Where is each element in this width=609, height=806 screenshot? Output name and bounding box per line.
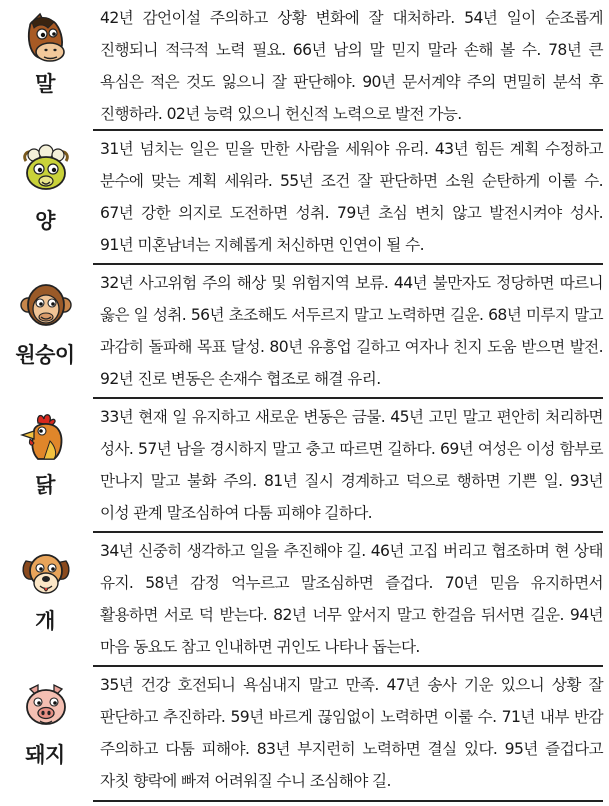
fortune-entry-dog bbox=[0, 533, 609, 665]
horse-icon bbox=[20, 12, 72, 64]
animal-name: 원숭이 bbox=[15, 343, 75, 367]
animal-column bbox=[0, 0, 90, 129]
fortune-entry-pig bbox=[0, 667, 609, 799]
fortune-entry-rooster bbox=[0, 399, 609, 531]
animal-column bbox=[0, 667, 90, 799]
fortune-text: 42년 감언이설 주의하고 상황 변화에 잘 대처하라. 54년 일이 순조롭게 진행되니 적극적 노력 필요. 66년 남의 말 믿지 말라 손해 볼 수. 78년 큰 욕심은 적은 것도 잃으니 잘 판단해야. 90년 문서계약 주의 면밀히 분석 후 진행하라. 02년 능력 있으니 헌신적 노력으로 발전 가능. bbox=[100, 9, 603, 123]
animal-column bbox=[0, 131, 90, 263]
fortune-text: 33년 현재 일 유지하고 새로운 변동은 금물. 45년 고민 말고 편안히 처리하면 성사. 57년 남을 경시하지 말고 충고 따르면 길하다. 69년 여성은 이성 함부로 만나지 말고 불화 주의. 81년 질시 경계하고 덕으로 행하면 기쁜 일. 93년 이성 관계 말조심하여 다툼 피해야 길하다. bbox=[100, 408, 603, 522]
pig-icon bbox=[20, 679, 72, 731]
animal-name: 돼지 bbox=[25, 743, 65, 767]
fortune-entry-sheep bbox=[0, 131, 609, 263]
animal-name: 개 bbox=[35, 609, 55, 633]
animal-name: 양 bbox=[35, 209, 55, 233]
fortune-text: 34년 신중히 생각하고 일을 추진해야 길. 46년 고집 버리고 협조하며 현 상태 유지. 58년 감정 억누르고 말조심하면 즐겁다. 70년 믿음 유지하면서 활용하면 서로 덕 받는다. 82년 너무 앞서지 말고 한걸음 뒤서면 길운. 94년 마음 동요도 참고 인내하면 귀인도 나타나 돕는다. bbox=[100, 542, 603, 656]
animal-column bbox=[0, 265, 90, 397]
sheep-icon bbox=[20, 143, 72, 195]
animal-column bbox=[0, 399, 90, 531]
rooster-icon bbox=[20, 411, 72, 463]
fortune-entry-monkey bbox=[0, 265, 609, 397]
fortune-entry-horse bbox=[0, 0, 609, 129]
entry-divider bbox=[93, 800, 603, 802]
fortune-text: 32년 사고위험 주의 해상 및 위험지역 보류. 44년 불만자도 정당하면 따르니 옳은 일 성취. 56년 초조해도 서두르지 말고 노력하면 길운. 68년 미루지 말고 과감히 돌파해 목표 달성. 80년 유흥업 길하고 여자나 친지 도움 받으면 발전. 92년 진로 변동은 손재수 협조로 해결 유리. bbox=[100, 274, 603, 388]
animal-column bbox=[0, 533, 90, 665]
monkey-icon bbox=[20, 279, 72, 331]
fortune-text: 31년 넘치는 일은 믿을 만한 사람을 세워야 유리. 43년 힘든 계획 수정하고 분수에 맞는 계획 세워라. 55년 조건 잘 판단하면 소원 순탄하게 이룰 수. 67년 강한 의지로 도전하면 성취. 79년 초심 변치 않고 발전시켜야 성사. 91년 미혼남녀는 지혜롭게 처신하면 인연이 될 수. bbox=[100, 140, 603, 254]
fortune-text: 35년 건강 호전되니 욕심내지 말고 만족. 47년 송사 기운 있으니 상황 잘 판단하고 추진하라. 59년 바르게 끊임없이 노력하면 이룰 수. 71년 내부 반감 주의하고 다툼 피해야. 83년 부지런히 노력하면 결실 있다. 95년 즐겁다고 자칫 향락에 빠져 어려워질 수니 조심해야 길. bbox=[100, 676, 603, 790]
animal-name: 닭 bbox=[35, 473, 55, 497]
dog-icon bbox=[20, 547, 72, 599]
animal-name: 말 bbox=[35, 72, 55, 96]
